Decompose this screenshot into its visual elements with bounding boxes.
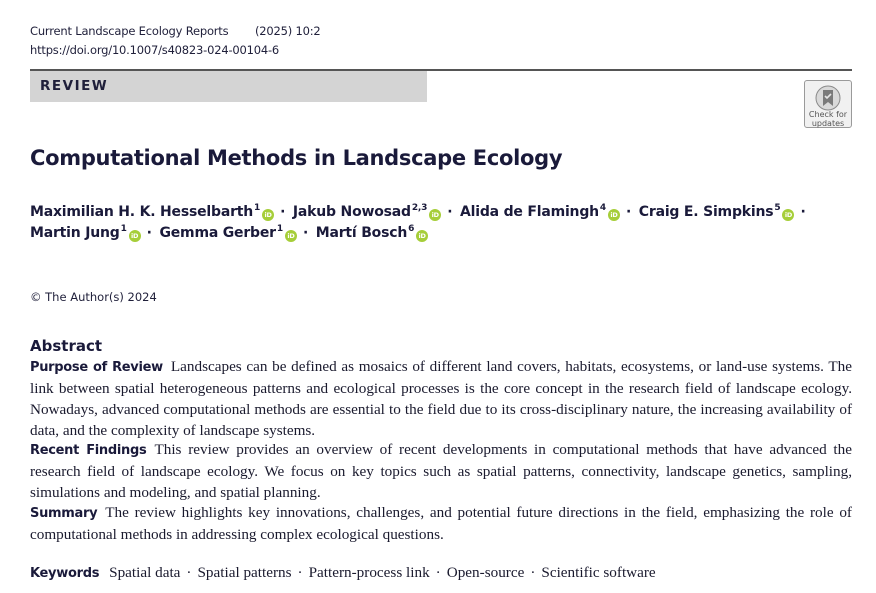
journal-citation-line [30, 24, 321, 38]
author-name[interactable]: Gemma Gerber [159, 225, 276, 241]
keyword-separator: · [530, 564, 536, 581]
doi-link[interactable]: https://doi.org/10.1007/s40823-024-00104-6 [30, 43, 280, 57]
keyword-separator: · [186, 564, 192, 581]
author-name[interactable]: Maximilian H. K. Hesselbarth [30, 204, 254, 220]
author-affiliation: 1 [120, 224, 127, 234]
badge-text-2: updates [811, 118, 845, 128]
author-separator: · [302, 225, 309, 241]
keyword: Open-source [446, 564, 525, 581]
keyword-separator: · [297, 564, 303, 581]
keyword: Spatial patterns [197, 564, 292, 581]
orcid-icon[interactable]: iD [262, 209, 274, 221]
check-for-updates-badge[interactable] [804, 80, 852, 128]
author-affiliation: 1 [276, 224, 283, 234]
author-name[interactable]: Alida de Flamingh [460, 204, 599, 220]
abstract-purpose [30, 356, 852, 441]
findings-label: Recent Findings [30, 443, 147, 458]
article-type-label: REVIEW [40, 78, 109, 94]
citation: (2025) 10:2 [255, 24, 321, 38]
author-separator: · [146, 225, 152, 241]
author-affiliation: 4 [599, 203, 606, 213]
purpose-text: Landscapes can be defined as mosaics of different land covers, habitats, ecosystems, or land-use systems. The link between spatial heterogeneous patterns and ecological processes is the core concept in the research field of landscape ecology. Nowadays, advanced computational methods are essential to the field due to its cross-disciplinary nature, the increasing availability of data, and the complexity of landscape systems. [30, 358, 852, 439]
bookmark-check-icon [815, 85, 841, 111]
author-name[interactable]: Martí Bosch [315, 225, 408, 241]
keyword: Scientific software [541, 564, 656, 581]
author-name[interactable]: Craig E. Simpkins [638, 204, 774, 220]
keywords-label: Keywords [30, 566, 100, 581]
findings-text: This review provides an overview of recent developments in computational methods that have advanced the research field of landscape ecology. We focus on key topics such as spatial patterns, connectivity, landscape genetics, sampling, simulations and modeling, and spatial planning. [30, 441, 852, 501]
author-name[interactable]: Martin Jung [30, 225, 120, 241]
author-affiliation: 1 [254, 203, 261, 213]
summary-label: Summary [30, 506, 98, 521]
author-affiliation: 2,3 [411, 203, 428, 213]
orcid-icon[interactable]: iD [429, 209, 441, 221]
keyword: Spatial data [109, 564, 181, 581]
purpose-label: Purpose of Review [30, 360, 163, 375]
keyword-separator: · [435, 564, 441, 581]
badge-text-1: Check for [808, 110, 848, 119]
article-type-band [30, 71, 427, 102]
orcid-icon[interactable]: iD [416, 230, 428, 242]
abstract-summary [30, 502, 852, 545]
keyword: Pattern-process link [308, 564, 430, 581]
orcid-icon[interactable]: iD [129, 230, 141, 242]
orcid-icon[interactable]: iD [285, 230, 297, 242]
copyright-notice: © The Author(s) 2024 [30, 290, 157, 304]
author-list-line-2 [30, 224, 860, 242]
author-separator: · [625, 204, 632, 220]
orcid-icon[interactable]: iD [782, 209, 794, 221]
author-separator: · [447, 204, 453, 220]
author-separator: · [280, 204, 286, 220]
abstract-findings [30, 439, 852, 503]
author-affiliation: 5 [774, 203, 781, 213]
abstract-heading: Abstract [30, 337, 103, 355]
orcid-icon[interactable]: iD [608, 209, 620, 221]
author-name[interactable]: Jakub Nowosad [292, 204, 411, 220]
keywords-line [30, 564, 656, 582]
article-title: Computational Methods in Landscape Ecology [30, 146, 563, 170]
author-list-line-1 [30, 203, 860, 221]
journal-name: Current Landscape Ecology Reports [30, 24, 229, 38]
author-separator: · [800, 204, 806, 220]
summary-text: The review highlights key innovations, challenges, and potential future directions in the field, emphasizing the role of computational methods in addressing complex ecological questions. [30, 504, 852, 543]
author-affiliation: 6 [408, 224, 415, 234]
